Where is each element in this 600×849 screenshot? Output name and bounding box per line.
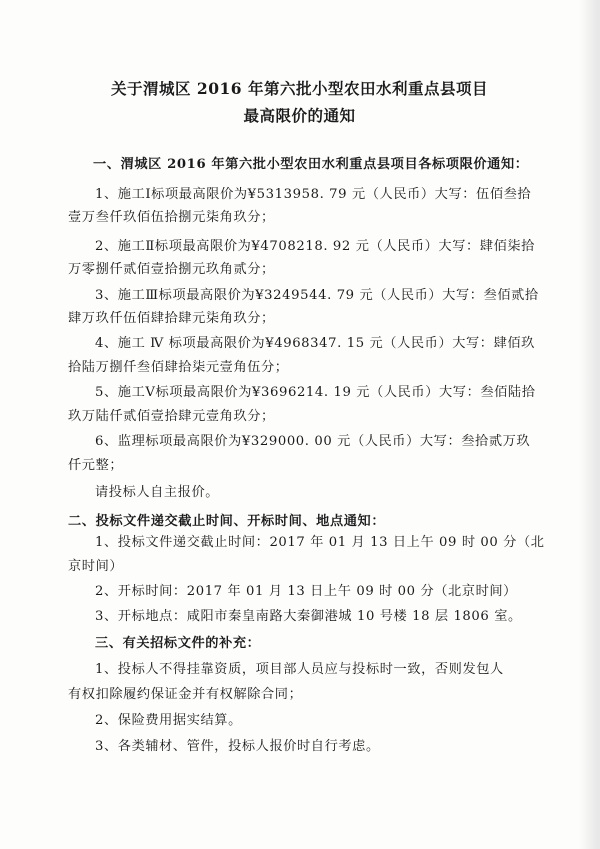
limit-item-5-line1: 5、施工Ⅴ标项最高限价为¥3696214. 19 元（人民币）大写：叁佰陆拾 bbox=[95, 385, 536, 400]
limit-item-4-line2: 拾陆万捌仟叁佰肆拾柒元壹角伍分； bbox=[68, 360, 289, 375]
supplement-item-2: 2、保险费用据实结算。 bbox=[95, 713, 242, 728]
supplement-item-1-line2: 有权扣除履约保证金并有权解除合同； bbox=[68, 687, 303, 702]
section1-heading: 一、渭城区 2016 年第六批小型农田水利重点县项目各标项限价通知： bbox=[93, 157, 529, 172]
section2-heading: 二、投标文件递交截止时间、开标时间、地点通知： bbox=[68, 514, 386, 529]
opening-place-item: 3、开标地点：咸阳市秦皇南路大秦御港城 10 号楼 18 层 1806 室。 bbox=[95, 609, 522, 624]
limit-item-6-line2: 仟元整； bbox=[68, 458, 124, 473]
limit-item-1-line2: 壹万叁仟玖佰伍拾捌元柒角玖分； bbox=[68, 210, 275, 225]
limit-item-5-line2: 玖万陆仟贰佰壹拾肆元壹角玖分； bbox=[68, 409, 275, 424]
document-title-line2: 最高限价的通知 bbox=[243, 106, 356, 125]
deadline-item-line2: 京时间） bbox=[68, 559, 124, 574]
limit-item-4-line1: 4、施工 Ⅳ 标项最高限价为¥4968347. 15 元（人民币）大写：肆佰玖 bbox=[95, 336, 535, 351]
section1-note: 请投标人自主报价。 bbox=[95, 485, 220, 500]
limit-item-3-line1: 3、施工Ⅲ标项最高限价为¥3249544. 79 元（人民币）大写：叁佰贰拾 bbox=[95, 288, 539, 303]
scan-edge-shadow bbox=[579, 0, 599, 849]
document-title-line1: 关于渭城区 2016 年第六批小型农田水利重点县项目 bbox=[111, 79, 488, 98]
section3-heading: 三、有关招标文件的补充： bbox=[95, 636, 261, 651]
limit-item-3-line2: 肆万玖仟伍佰肆拾肆元柒角玖分； bbox=[68, 311, 275, 326]
limit-item-2-line1: 2、施工Ⅱ标项最高限价为¥4708218. 92 元（人民币）大写：肆佰柒拾 bbox=[95, 239, 535, 254]
opening-time-item: 2、开标时间：2017 年 01 月 13 日上午 09 时 00 分（北京时间） bbox=[95, 584, 517, 599]
limit-item-6-line1: 6、监理标项最高限价为¥329000. 00 元（人民币）大写：叁拾贰万玖 bbox=[95, 434, 531, 449]
deadline-item-line1: 1、投标文件递交截止时间：2017 年 01 月 13 日上午 09 时 00 分（北 bbox=[95, 535, 545, 550]
supplement-item-1-line1: 1、投标人不得挂靠资质，项目部人员应与投标时一致，否则发包人 bbox=[95, 662, 504, 677]
limit-item-2-line2: 万零捌仟贰佰壹拾捌元玖角贰分； bbox=[68, 262, 275, 277]
supplement-item-3: 3、各类辅材、管件，投标人报价时自行考虑。 bbox=[95, 739, 380, 754]
limit-item-1-line1: 1、施工Ⅰ标项最高限价为¥5313958. 79 元（人民币）大写：伍佰叁拾 bbox=[95, 187, 532, 202]
